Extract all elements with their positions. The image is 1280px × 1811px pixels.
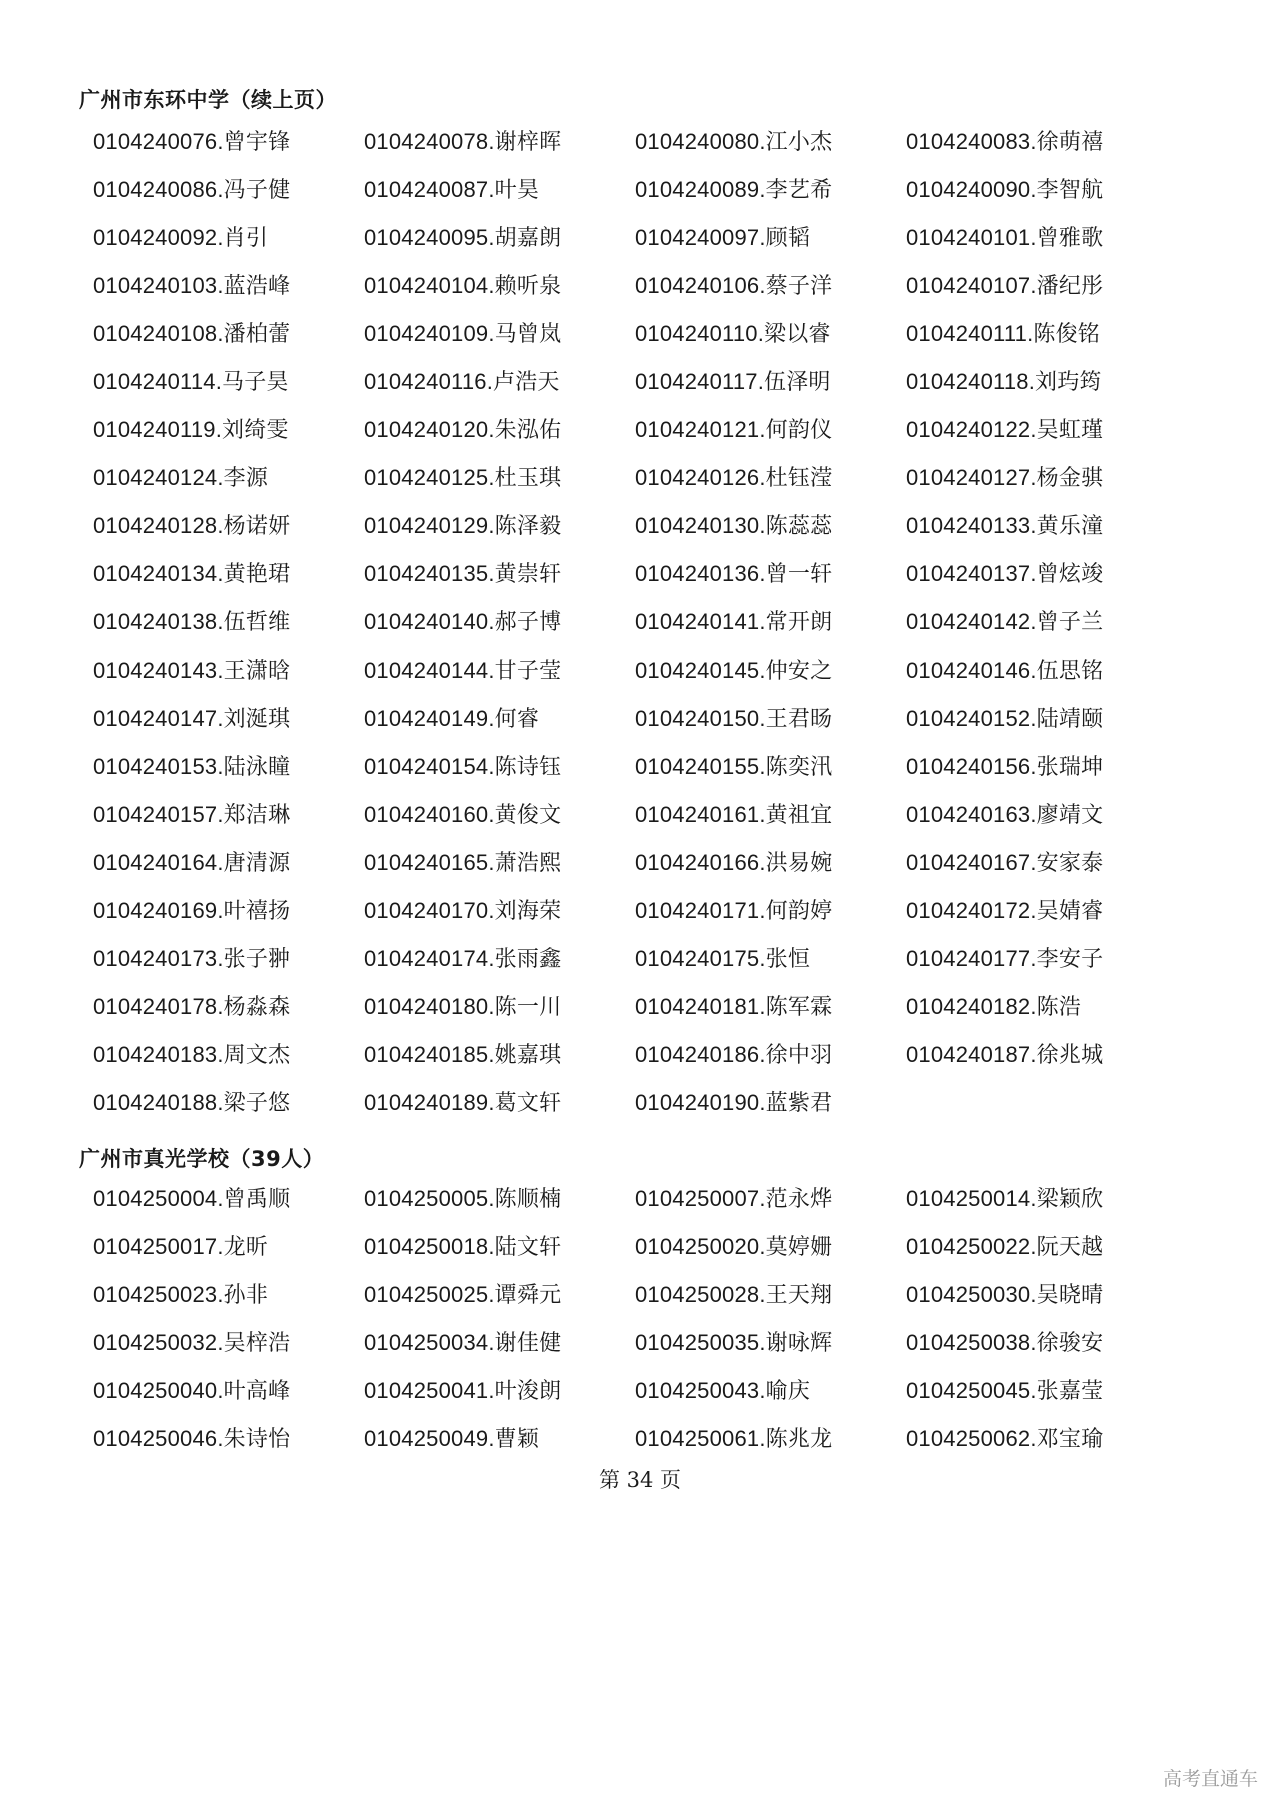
student-entry: 0104240181.陈军霖 <box>635 994 833 1020</box>
student-entry: 0104240165.萧浩熙 <box>364 849 562 875</box>
student-entry: 0104240104.赖听泉 <box>364 272 562 298</box>
student-entry: 0104250049.曹颖 <box>364 1426 540 1452</box>
student-entry: 0104240173.张子翀 <box>93 946 291 972</box>
student-entry: 0104240149.何睿 <box>364 705 540 731</box>
student-entry: 0104240103.蓝浩峰 <box>93 272 291 298</box>
student-entry: 0104240129.陈泽毅 <box>364 513 562 539</box>
student-entry: 0104240133.黄乐潼 <box>906 513 1104 539</box>
student-entry: 0104250034.谢佳健 <box>364 1329 562 1355</box>
student-entry: 0104240121.何韵仪 <box>635 417 833 443</box>
student-entry: 0104240134.黄艳珺 <box>93 561 291 587</box>
student-entry: 0104240167.安家泰 <box>906 849 1104 875</box>
student-entry: 0104240130.陈蕊蕊 <box>635 513 833 539</box>
student-entry: 0104240110.梁以睿 <box>635 320 831 346</box>
section-title-donghuan: 广州市东环中学（续上页） <box>79 88 337 112</box>
student-entry: 0104240128.杨诺妍 <box>93 513 291 539</box>
student-entry: 0104240143.王潇晗 <box>93 657 291 683</box>
student-entry: 0104250014.梁颖欣 <box>906 1185 1104 1211</box>
student-entry: 0104240187.徐兆城 <box>906 1042 1104 1068</box>
student-entry: 0104240126.杜钰滢 <box>635 465 833 491</box>
student-entry: 0104240087.叶昊 <box>364 176 540 202</box>
student-entry: 0104240144.甘子莹 <box>364 657 562 683</box>
student-entry: 0104250045.张嘉莹 <box>906 1377 1104 1403</box>
student-entry: 0104240106.蔡子洋 <box>635 272 833 298</box>
student-entry: 0104250005.陈顺楠 <box>364 1185 562 1211</box>
student-entry: 0104240182.陈浩 <box>906 994 1082 1020</box>
watermark: 高考直通车 <box>1162 1768 1258 1790</box>
student-entry: 0104250038.徐骏安 <box>906 1329 1104 1355</box>
student-entry: 0104250061.陈兆龙 <box>635 1426 833 1452</box>
student-entry: 0104250028.王天翔 <box>635 1281 833 1307</box>
student-entry: 0104240188.梁子悠 <box>93 1090 291 1116</box>
student-entry: 0104240107.潘纪彤 <box>906 272 1104 298</box>
student-entry: 0104240178.杨淼森 <box>93 994 291 1020</box>
student-entry: 0104240170.刘海荣 <box>364 898 562 924</box>
student-entry: 0104240101.曾雅歌 <box>906 224 1104 250</box>
student-entry: 0104250032.吴梓浩 <box>93 1329 291 1355</box>
student-entry: 0104240086.冯子健 <box>93 176 291 202</box>
student-entry: 0104240108.潘柏蕾 <box>93 320 291 346</box>
student-entry: 0104240114.马子昊 <box>93 369 289 395</box>
student-entry: 0104240095.胡嘉朗 <box>364 224 562 250</box>
student-entry: 0104240078.谢梓晖 <box>364 128 562 154</box>
student-entry: 0104240160.黄俊文 <box>364 801 562 827</box>
student-entry: 0104240177.李安子 <box>906 946 1104 972</box>
student-entry: 0104240145.仲安之 <box>635 657 833 683</box>
student-entry: 0104240175.张恒 <box>635 946 811 972</box>
student-list-donghuan <box>93 116 1203 1126</box>
student-entry: 0104250018.陆文轩 <box>364 1233 562 1259</box>
student-entry: 0104240120.朱泓佑 <box>364 417 562 443</box>
student-entry: 0104240092.肖引 <box>93 224 269 250</box>
student-entry: 0104240154.陈诗钰 <box>364 753 562 779</box>
student-entry: 0104240163.廖靖文 <box>906 801 1104 827</box>
student-entry: 0104250023.孙非 <box>93 1281 269 1307</box>
student-entry: 0104240117.伍泽明 <box>635 369 831 395</box>
student-entry: 0104240146.伍思铭 <box>906 657 1104 683</box>
student-entry: 0104240136.曾一轩 <box>635 561 833 587</box>
student-entry: 0104240118.刘玙筠 <box>906 369 1102 395</box>
student-entry: 0104240155.陈奕汛 <box>635 753 833 779</box>
student-entry: 0104240109.马曾岚 <box>364 320 562 346</box>
student-entry: 0104240142.曾子兰 <box>906 609 1104 635</box>
student-entry: 0104240137.曾炫竣 <box>906 561 1104 587</box>
student-entry: 0104240185.姚嘉琪 <box>364 1042 562 1068</box>
student-entry: 0104250035.谢咏辉 <box>635 1329 833 1355</box>
student-entry: 0104240080.江小杰 <box>635 128 833 154</box>
student-entry: 0104250004.曾禹顺 <box>93 1185 291 1211</box>
student-entry: 0104250043.喻庆 <box>635 1377 811 1403</box>
student-entry: 0104240190.蓝紫君 <box>635 1090 833 1116</box>
student-entry: 0104240164.唐清源 <box>93 849 291 875</box>
student-entry: 0104240172.吴婧睿 <box>906 898 1104 924</box>
student-entry: 0104240157.郑洁琳 <box>93 801 291 827</box>
student-entry: 0104240116.卢浩天 <box>364 369 560 395</box>
student-entry: 0104240166.洪易婉 <box>635 849 833 875</box>
student-entry: 0104240189.葛文轩 <box>364 1090 562 1116</box>
student-entry: 0104240089.李艺希 <box>635 176 833 202</box>
student-entry: 0104240171.何韵婷 <box>635 898 833 924</box>
student-entry: 0104240152.陆靖颐 <box>906 705 1104 731</box>
student-entry: 0104250025.谭舜元 <box>364 1281 562 1307</box>
student-entry: 0104240083.徐萌禧 <box>906 128 1104 154</box>
student-entry: 0104250022.阮天越 <box>906 1233 1104 1259</box>
student-entry: 0104240156.张瑞坤 <box>906 753 1104 779</box>
student-entry: 0104240127.杨金骐 <box>906 465 1104 491</box>
student-entry: 0104240153.陆泳瞳 <box>93 753 291 779</box>
student-entry: 0104240180.陈一川 <box>364 994 562 1020</box>
student-entry: 0104240111.陈俊铭 <box>906 320 1101 346</box>
student-entry: 0104250020.莫婷姗 <box>635 1233 833 1259</box>
student-entry: 0104240125.杜玉琪 <box>364 465 562 491</box>
student-entry: 0104240147.刘涎琪 <box>93 705 291 731</box>
section-title-zhenguang: 广州市真光学校（39人） <box>79 1147 325 1171</box>
student-entry: 0104240141.常开朗 <box>635 609 833 635</box>
student-entry: 0104240140.郝子博 <box>364 609 562 635</box>
student-entry: 0104240135.黄崇轩 <box>364 561 562 587</box>
student-entry: 0104240174.张雨鑫 <box>364 946 562 972</box>
student-entry: 0104240097.顾韬 <box>635 224 811 250</box>
student-entry: 0104250062.邓宝瑜 <box>906 1426 1104 1452</box>
student-entry: 0104240076.曾宇锋 <box>93 128 291 154</box>
student-entry: 0104240161.黄祖宜 <box>635 801 833 827</box>
student-entry: 0104240186.徐中羽 <box>635 1042 833 1068</box>
student-entry: 0104250017.龙昕 <box>93 1233 269 1259</box>
student-entry: 0104240138.伍哲维 <box>93 609 291 635</box>
student-list-zhenguang <box>93 1173 1203 1462</box>
student-entry: 0104240183.周文杰 <box>93 1042 291 1068</box>
page-number: 第 34 页 <box>598 1468 682 1492</box>
student-entry: 0104250007.范永烨 <box>635 1185 833 1211</box>
student-entry: 0104240124.李源 <box>93 465 269 491</box>
student-entry: 0104250041.叶浚朗 <box>364 1377 562 1403</box>
student-entry: 0104240122.吴虹瑾 <box>906 417 1104 443</box>
student-entry: 0104240169.叶禧扬 <box>93 898 291 924</box>
student-entry: 0104250040.叶高峰 <box>93 1377 291 1403</box>
student-entry: 0104240090.李智航 <box>906 176 1104 202</box>
student-entry: 0104240150.王君旸 <box>635 705 833 731</box>
student-entry: 0104250030.吴晓晴 <box>906 1281 1104 1307</box>
student-entry: 0104250046.朱诗怡 <box>93 1426 291 1452</box>
student-entry: 0104240119.刘绮雯 <box>93 417 289 443</box>
